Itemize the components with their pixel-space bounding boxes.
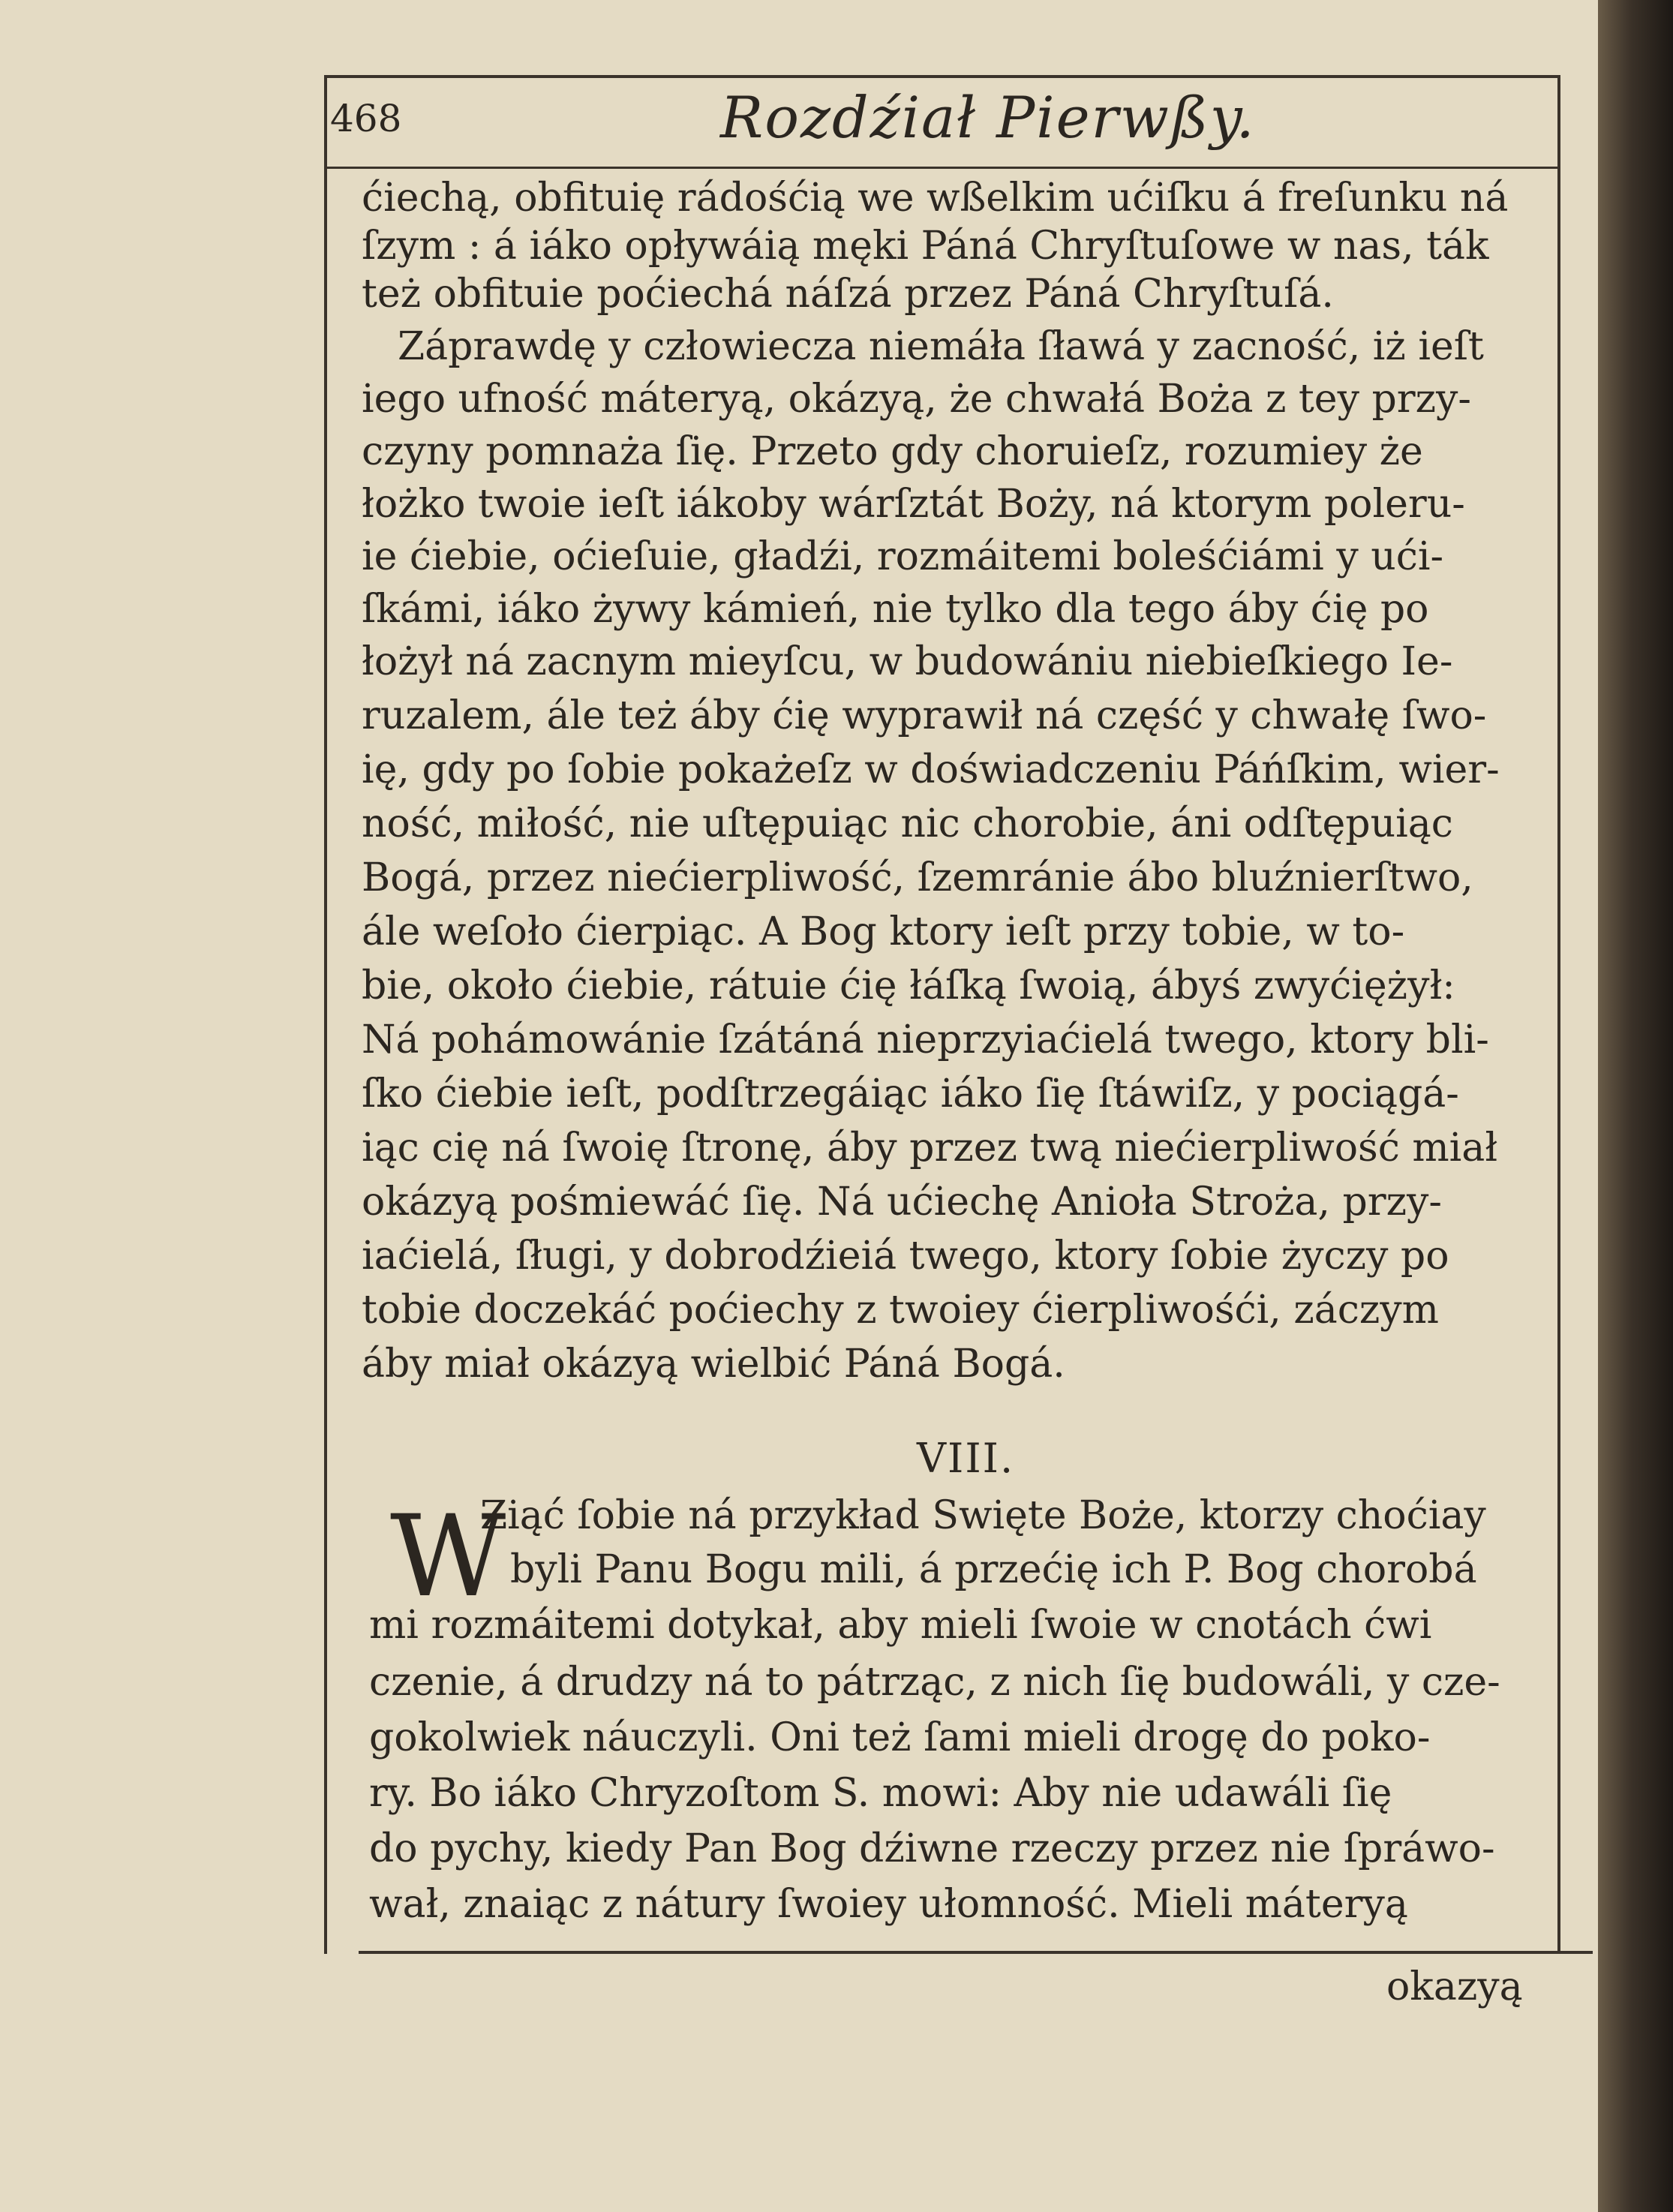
text-line: czyny pomnaża ſię. Przeto gdy choruieſz, rozumiey że [362,429,1423,474]
text-line: ie ćiebie, oćieſuie, gładźi, rozmáitemi boleśćiámi y ući- [362,534,1444,579]
text-line: byli Panu Bogu mili, á przećię ich P. Bog chorobá [510,1547,1477,1592]
text-line: też obfituie poćiechá náſzá przez Páná Chryſtuſá. [362,272,1334,317]
text-line: iego ufność máteryą, okázyą, że chwałá Boża z tey przy- [362,377,1471,422]
text-line: ſzym : á iáko opływáią męki Páná Chryſtuſowe w nas, ták [362,224,1489,269]
text-line: Ná pohámowánie ſzátáná nieprzyiaćielá twego, ktory bli- [362,1017,1489,1062]
text-line: łożko twoie ieſt iákoby wárſztát Boży, ná ktorym poleru- [362,482,1465,527]
section-number: VIII. [917,1435,1015,1482]
text-line: iąc cię ná ſwoię ſtronę, áby przez twą niećierpliwość miał [362,1126,1498,1171]
running-head: Rozdźiał Pierwßy. [720,84,1256,151]
book-gutter [1598,0,1673,2212]
page-number: 468 [330,97,402,140]
text-line: wał, znaiąc z nátury ſwoiey ułomność. Mieli máteryą [369,1882,1408,1927]
text-line: do pychy, kiedy Pan Bog dźiwne rzeczy przez nie ſpráwo- [369,1826,1495,1871]
drop-cap: W [390,1492,506,1622]
text-line: ſko ćiebie ieſt, podſtrzegáiąc iáko ſię ſtáwiſz, y pociągá- [362,1071,1459,1117]
header-rule [324,167,1557,169]
text-line: tobie doczekáć poćiechy z twoiey ćierpliwośći, záczym [362,1288,1439,1333]
text-line: ię, gdy po ſobie pokażeſz w doświadczeniu Páńſkim, wier- [362,747,1500,792]
text-line: czenie, á drudzy ná to pátrząc, z nich ſię budowáli, y cze- [369,1660,1500,1705]
text-line: mi rozmáitemi dotykał, aby mieli ſwoie w cnotách ćwi [369,1603,1432,1648]
footer-rule [359,1951,1593,1954]
text-line: ćiechą, obfituię rádośćią we wßelkim ućiſku á freſunku ná [362,176,1509,221]
catchword: okazyą [1386,1964,1523,2009]
text-line: Bogá, przez niećierpliwość, ſzemránie ábo bluźnierſtwo, [362,855,1473,900]
text-line: áby miał okázyą wielbić Páná Bogá. [362,1342,1065,1387]
text-line: okázyą pośmiewáć ſię. Ná ućiechę Anioła Stroża, przy- [362,1180,1442,1225]
text-line: Ziąć ſobie ná przykład Swięte Boże, ktorzy choćiay [480,1493,1486,1538]
text-line: ále weſoło ćierpiąc. A Bog ktory ieſt przy tobie, w to- [362,909,1405,954]
text-line: łożył ná zacnym mieyſcu, w budowániu niebieſkiego Ie- [362,639,1453,684]
text-line: Záprawdę y człowiecza niemáła ſławá y zacność, iż ieſt [398,324,1484,369]
text-line: iaćielá, ſługi, y dobrodźieiá twego, ktory ſobie życzy po [362,1234,1449,1279]
text-line: ność, miłość, nie uſtępuiąc nic chorobie, áni odſtępuiąc [362,801,1453,846]
text-line: bie, około ćiebie, rátuie ćię łáſką ſwoią, ábyś zwyćiężył: [362,963,1455,1008]
text-line: gokolwiek náuczyli. Oni też ſami mieli drogę do poko- [369,1715,1431,1760]
text-line: ry. Bo iáko Chryzoſtom S. mowi: Aby nie udawáli ſię [369,1771,1392,1816]
text-line: ruzalem, ále też áby ćię wyprawił ná część y chwałę ſwo- [362,693,1487,738]
text-line: ſkámi, iáko żywy kámień, nie tylko dla tego áby ćię po [362,587,1429,632]
